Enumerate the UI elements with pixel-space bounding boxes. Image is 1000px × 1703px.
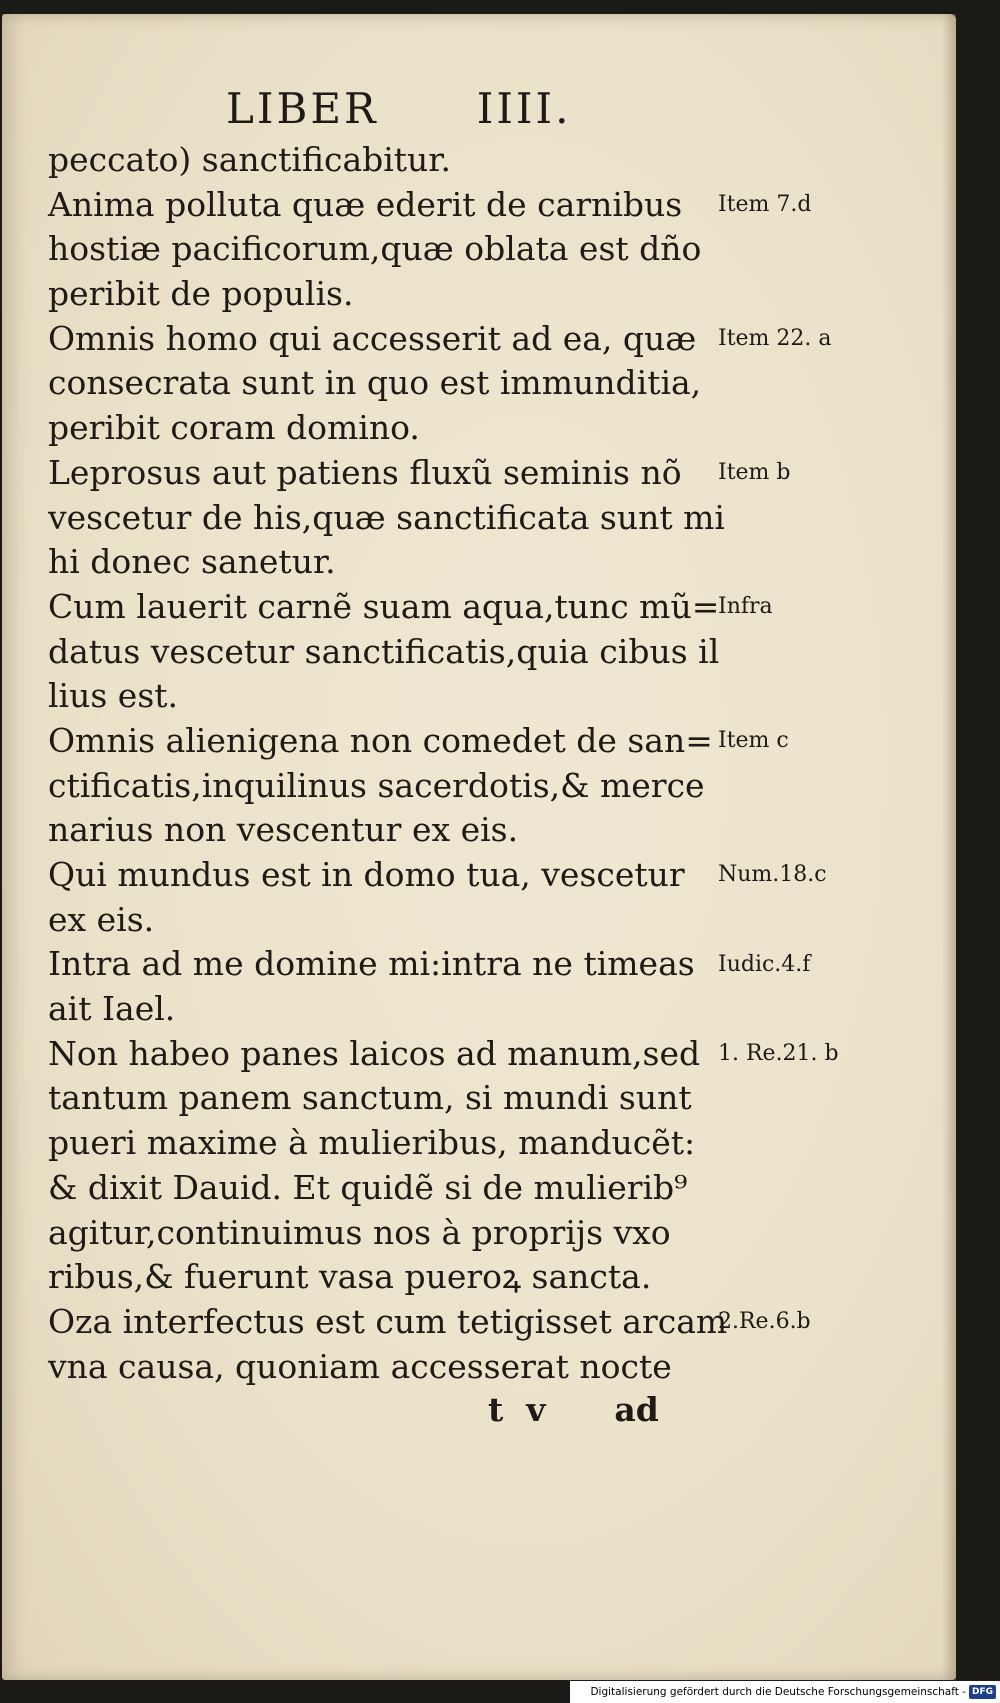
text-line: consecrata sunt in quo est immunditia, <box>48 363 702 403</box>
marginal-note: Item c <box>718 728 789 754</box>
text-line: Anima polluta quæ ederit de carnibus <box>48 184 683 224</box>
text-line: Oza interfectus est cum tetigisset arcam <box>48 1301 728 1341</box>
text-line: Leprosus aut patiens fluxũ seminis nõ <box>48 452 682 492</box>
marginal-note: 2.Re.6.b <box>718 1309 811 1335</box>
dfg-logo: DFG <box>969 1685 996 1699</box>
text-line: Omnis homo qui accesserit ad ea, quæ <box>48 318 697 358</box>
text-line: hostiæ pacificorum,quæ oblata est dño <box>48 229 702 269</box>
text-line: lius est. <box>48 676 179 716</box>
marginal-note: Item b <box>718 459 791 485</box>
text-line: Non habeo panes laicos ad manum,sed <box>48 1033 701 1073</box>
text-line: ait Iael. <box>48 989 176 1029</box>
text-line: Cum lauerit carnẽ suam aqua,tunc mũ= <box>48 586 720 626</box>
text-line: vescetur de his,quæ sanctificata sunt mi <box>48 497 725 537</box>
marginal-note: Infra <box>718 594 773 619</box>
body-text <box>48 138 728 1389</box>
page-edge-shading <box>942 14 956 1680</box>
text-line: peccato) sanctificabitur. <box>48 140 451 179</box>
text-line: tantum panem sanctum, si mundi sunt <box>48 1078 692 1118</box>
text-line: peribit coram domino. <box>48 408 420 448</box>
text-line: ribus,& fuerunt vasa pueroꝝ sancta. <box>48 1257 652 1297</box>
digitization-footer <box>570 1681 1000 1703</box>
marginal-note: Num.18.c <box>718 862 827 888</box>
text-line: datus vescetur sanctificatis,quia cibus il <box>48 631 720 671</box>
catchword: t v ad <box>488 1390 659 1429</box>
text-line: & dixit Dauid. Et quidẽ si de mulierib⁹ <box>48 1167 688 1207</box>
text-line: narius non vescentur ex eis. <box>48 810 519 850</box>
text-line: hi donec sanetur. <box>48 542 336 582</box>
running-head: LIBER IIII. <box>226 84 572 133</box>
text-line: vna causa, quoniam accesserat nocte <box>48 1346 672 1386</box>
marginal-note: Item 7.d <box>718 191 812 217</box>
text-line: Intra ad me domine mi:intra ne timeas <box>48 944 695 984</box>
marginal-note: 1. Re.21. b <box>718 1041 839 1066</box>
footer-credit: Digitalisierung gefördert durch die Deutsche Forschungsgemeinschaft - <box>590 1686 966 1698</box>
text-line: ctificatis,inquilinus sacerdotis,& merce <box>48 765 705 805</box>
text-line: Omnis alienigena non comedet de san= <box>48 720 713 760</box>
marginal-note: Iudic.4.f <box>718 951 811 977</box>
text-line: pueri maxime à mulieribus, manducẽt: <box>48 1123 696 1163</box>
marginal-note: Item 22. a <box>718 325 832 351</box>
text-line: Qui mundus est in domo tua, vescetur <box>48 855 685 894</box>
text-line: agitur,continuimus nos à proprijs vxo <box>48 1212 671 1252</box>
text-line: ex eis. <box>48 899 155 939</box>
text-line: peribit de populis. <box>48 274 354 314</box>
